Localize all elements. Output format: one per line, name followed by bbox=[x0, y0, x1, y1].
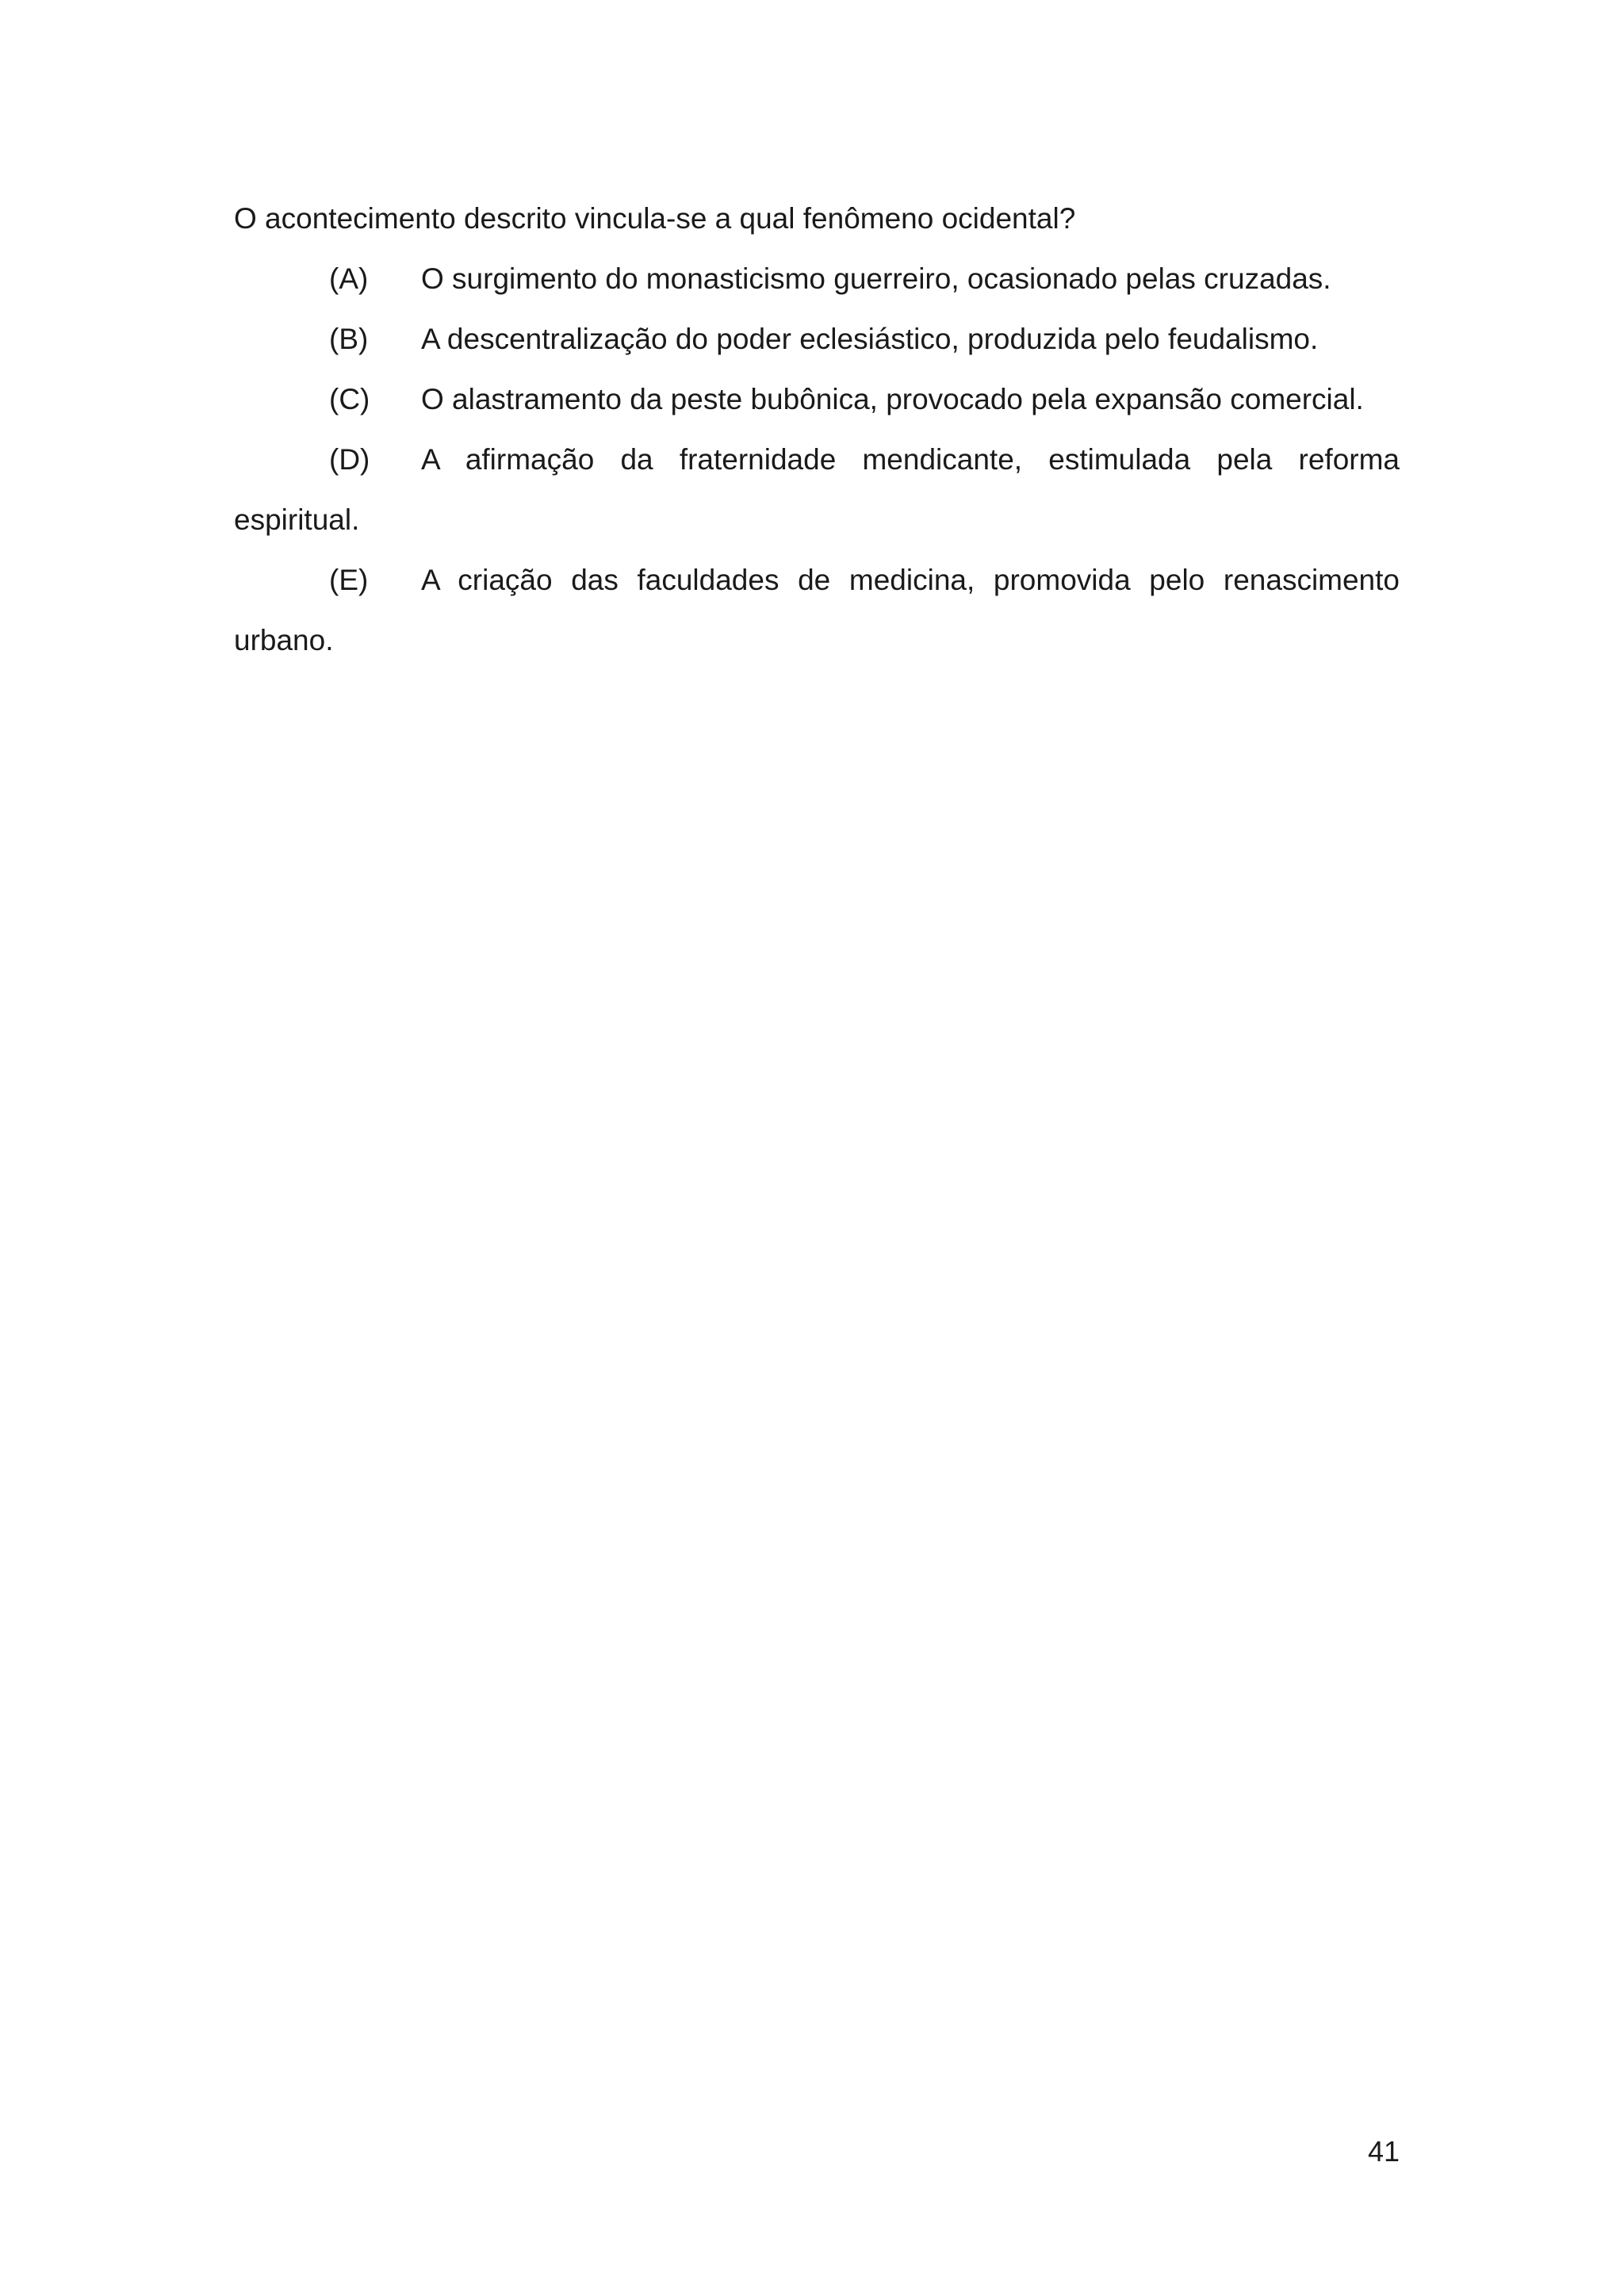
option-e-text: A criação das faculdades de medicina, promovida pelo renascimento urbano. bbox=[234, 564, 1400, 656]
option-a-letter: (A) bbox=[329, 262, 369, 295]
option-a bbox=[234, 249, 1400, 309]
page-number: 41 bbox=[1367, 2135, 1400, 2168]
option-c-letter: (C) bbox=[329, 383, 370, 415]
option-b bbox=[234, 309, 1400, 369]
option-c bbox=[234, 369, 1400, 430]
option-d bbox=[234, 430, 1400, 550]
question-text: O acontecimento descrito vincula-se a qual fenômeno ocidental? bbox=[234, 202, 1076, 235]
option-a-text: O surgimento do monasticismo guerreiro, ocasionado pelas cruzadas. bbox=[421, 262, 1331, 295]
option-b-letter: (B) bbox=[329, 323, 369, 355]
question-block bbox=[234, 189, 1400, 671]
option-b-text: A descentralização do poder eclesiástico, produzida pelo feudalismo. bbox=[421, 323, 1319, 355]
option-c-text: O alastramento da peste bubônica, provocado pela expansão comercial. bbox=[421, 383, 1364, 415]
option-e bbox=[234, 550, 1400, 671]
option-d-text: A afirmação da fraternidade mendicante, estimulada pela reforma espiritual. bbox=[234, 443, 1400, 536]
option-d-letter: (D) bbox=[329, 443, 370, 476]
option-e-letter: (E) bbox=[329, 564, 369, 596]
